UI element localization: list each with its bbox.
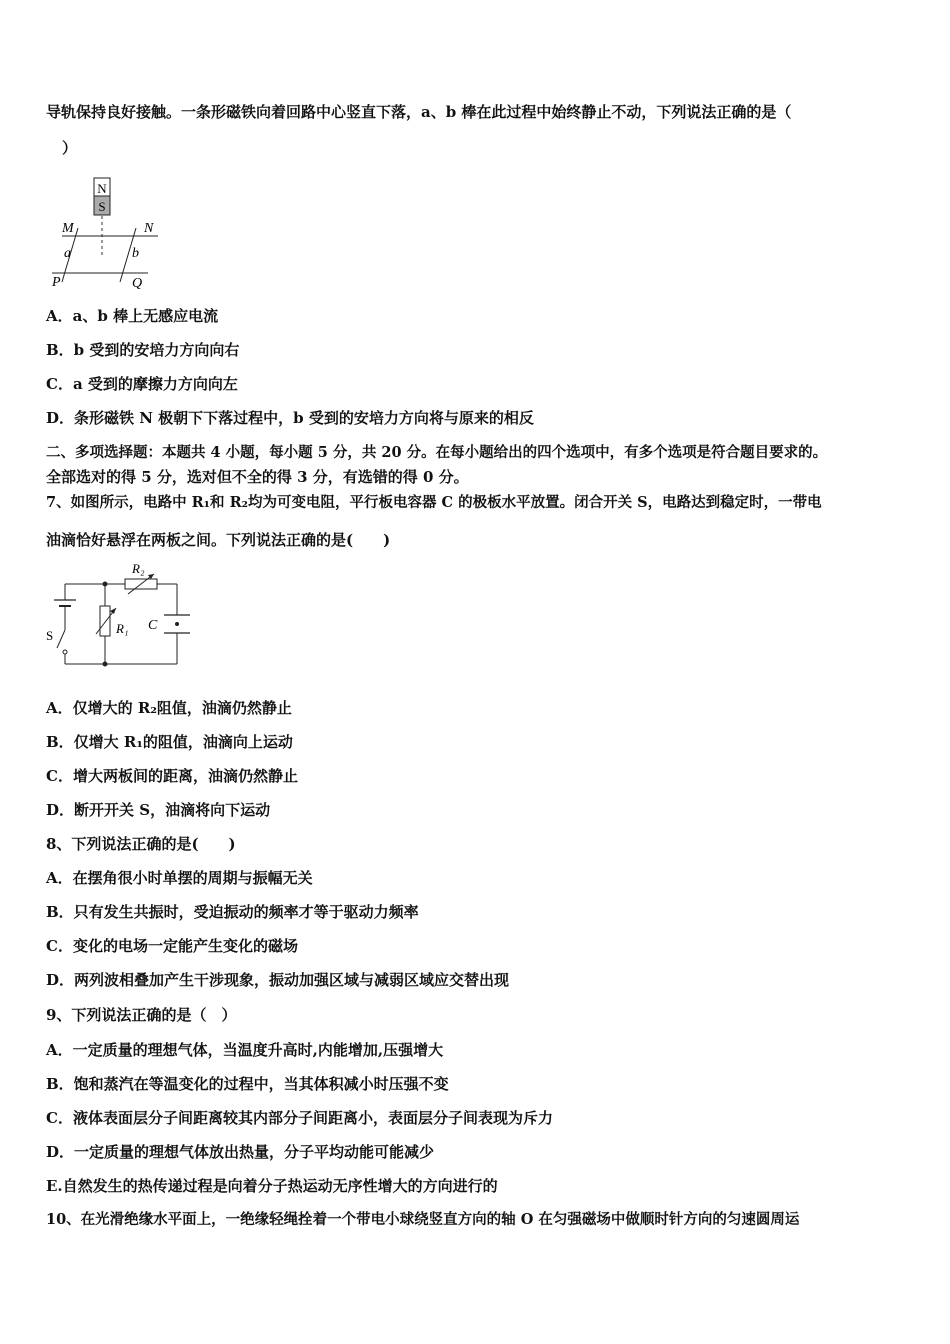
- label-r2: R₂: [132, 561, 145, 576]
- q6-stem-line2: ）: [62, 139, 78, 157]
- q9-option-c: C．液体表面层分子间距离较其内部分子间距离小，表面层分子间表现为斥力: [46, 1109, 553, 1127]
- q7-stem-line1: 7、如图所示，电路中 R₁和 R₂均为可变电阻，平行板电容器 C 的极板水平放置。闭合开关 S，电路达到稳定时，一带电: [46, 494, 822, 511]
- q8-option-c: C．变化的电场一定能产生变化的磁场: [46, 937, 298, 955]
- q10-stem-line1: 10、在光滑绝缘水平面上，一绝缘轻绳拴着一个带电小球绕竖直方向的轴 O 在匀强磁场中做顺时针方向的匀速圆周运: [46, 1211, 800, 1228]
- q6-stem-line1: 导轨保持良好接触。一条形磁铁向着回路中心竖直下落，a、b 棒在此过程中始终静止不动，下列说法正确的是（: [46, 103, 792, 121]
- q9-stem: 9、下列说法正确的是（ ）: [46, 1006, 237, 1024]
- q7-option-c: C．增大两板间的距离，油滴仍然静止: [46, 767, 298, 785]
- label-q: Q: [132, 276, 143, 291]
- q6-option-d: D．条形磁铁 N 极朝下下落过程中，b 受到的安培力方向将与原来的相反: [46, 409, 534, 427]
- q8-option-a: A．在摆角很小时单摆的周期与振幅无关: [46, 869, 313, 887]
- q9-option-e: E.自然发生的热传递过程是向着分子热运动无序性增大的方向进行的: [46, 1177, 498, 1195]
- q9-option-d: D．一定质量的理想气体放出热量，分子平均动能可能减少: [46, 1143, 435, 1161]
- magnet-label-n: N: [97, 181, 107, 196]
- q6-option-b: B．b 受到的安培力方向向右: [46, 341, 240, 359]
- q7-option-d: D．断开开关 S，油滴将向下运动: [46, 801, 271, 819]
- q6-option-a: A．a、b 棒上无感应电流: [46, 307, 219, 325]
- switch-s: [57, 630, 65, 648]
- section2-heading-line1: 二、多项选择题：本题共 4 小题，每小题 5 分，共 20 分。在每小题给出的四个选项中，有多个选项是符合题目要求的。: [46, 444, 828, 461]
- q8-option-b: B．只有发生共振时，受迫振动的频率才等于驱动力频率: [46, 903, 419, 921]
- resistor-r1: [100, 606, 110, 636]
- q7-circuit-figure: [40, 560, 200, 675]
- q9-option-a: A．一定质量的理想气体，当温度升高时,内能增加,压强增大: [46, 1041, 444, 1059]
- section2-heading-line2: 全部选对的得 5 分，选对但不全的得 3 分，有选错的得 0 分。: [46, 468, 469, 486]
- label-c: C: [148, 618, 158, 633]
- label-r1: R₁: [116, 621, 129, 636]
- q7-option-a: A．仅增大的 R₂阻值，油滴仍然静止: [46, 699, 292, 717]
- oil-droplet: [175, 622, 179, 626]
- label-a: a: [64, 246, 71, 261]
- q9-option-b: B．饱和蒸汽在等温变化的过程中，当其体积减小时压强不变: [46, 1075, 449, 1093]
- q8-stem: 8、下列说法正确的是( ): [46, 835, 236, 853]
- q6-figure-magnet-rails: [48, 174, 178, 294]
- label-n: N: [144, 221, 154, 236]
- label-b: b: [132, 246, 139, 261]
- q6-option-c: C．a 受到的摩擦力方向向左: [46, 375, 238, 393]
- label-s: S: [46, 628, 54, 643]
- q8-option-d: D．两列波相叠加产生干涉现象，振动加强区域与减弱区域应交替出现: [46, 971, 510, 989]
- label-m: M: [62, 221, 74, 236]
- label-p: P: [52, 275, 61, 290]
- q7-stem-line2: 油滴恰好悬浮在两板之间。下列说法正确的是( ): [46, 531, 391, 549]
- magnet-label-s: S: [98, 199, 106, 214]
- q7-option-b: B．仅增大 R₁的阻值，油滴向上运动: [46, 733, 293, 751]
